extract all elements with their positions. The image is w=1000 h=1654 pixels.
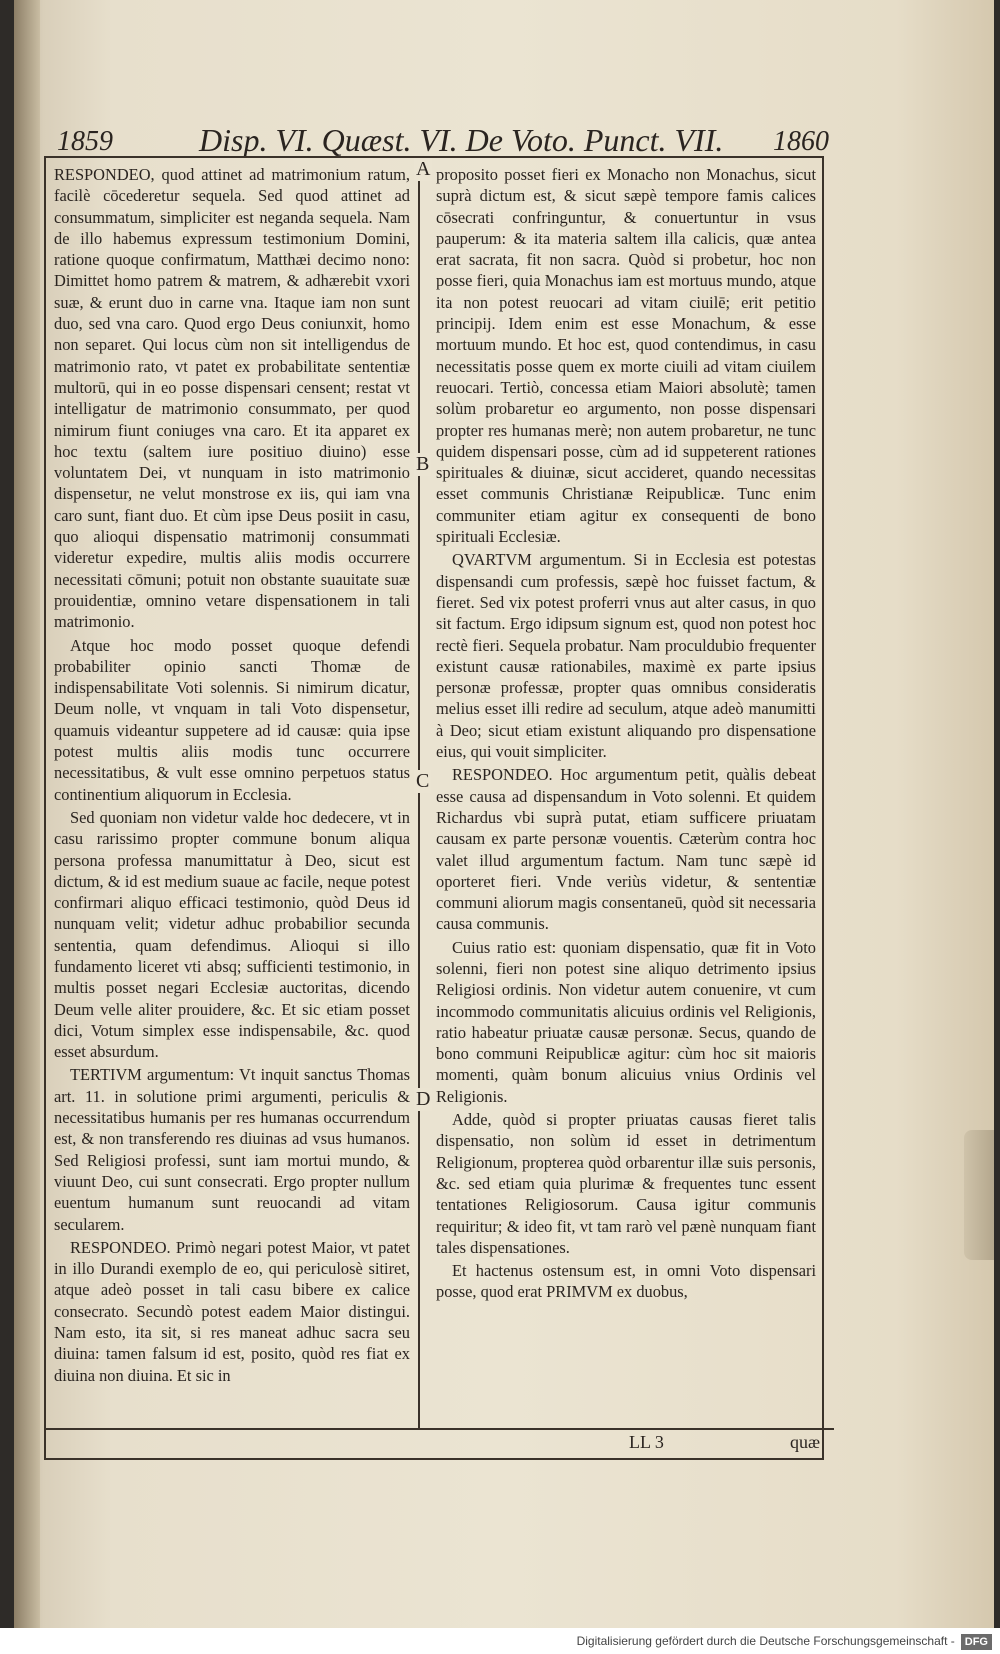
margin-letter-d: D xyxy=(416,1088,431,1110)
margin-letter-a: A xyxy=(416,158,431,180)
paragraph: RESPONDEO, quod attinet ad matrimonium ratum, facilè cōcederetur sequela. Sed quod attinet ad consummatum, simpliciter est neganda sequela. Nam de illo habemus expressum testimonium Domini, ratione quoque confirmatum, Matthæi decimo nono: Dimittet homo patrem & matrem, & adhærebit vxori suæ, & erunt duo in carne vna. Itaque iam non sunt duo, sed vna caro. Quod ergo Deus coniunxit, homo non separet. Qui locus cùm non sit intelligendus de matrimonio rato, vt patet ex probabilitate sententiæ multorū, qui in eo posse dispensari censent; restat vt intelligatur de matrimonio consummato, per quod nimirum fiunt coniuges vna caro. Et ita apparet ex hoc textu (saltem iure positiuo diuino) esse voluntatem Dei, vt nunquam in isto matrimonio dispensetur, ne velut monstrose ex iis, qui iam vna caro sunt, fiant duo. Et cùm ipse Deus posiit in casu, quo alioqui dispensatio matrimonij consummati videretur expedire, multis aliis modis occurrere necessitati cōmuni; potuit non obstante suauitate suæ prouidentiæ, omnino vetare dispensationem in tali matrimonio. xyxy=(54,165,410,632)
book-spine xyxy=(14,0,40,1628)
catchword: quæ xyxy=(790,1432,821,1452)
paragraph: TERTIVM argumentum: Vt inquit sanctus Thomas art. 11. in solutione primi argumenti, periculis & necessitatibus humanis per res humanas occurrendum est, & non transferendo res diuinas ad vsus humanos. Sed Religiosi professi, sunt iam mortui mundo, & viuunt Deo, cui sunt consecrati. Ergo propter nullum euentum humanum sunt reuocandi ad vitam secularem. xyxy=(54,1065,410,1234)
credit-bar xyxy=(0,1628,1000,1654)
right-column xyxy=(436,164,816,1305)
left-column xyxy=(54,164,410,1388)
paragraph: Atque hoc modo posset quoque defendi probabiliter opinio sancti Thomæ de indispensabilitate Voti solennis. Si nimirum dicatur, Deum nolle, vt vnquam in tali Voto dispensetur, quamuis videantur suppetere ad id causæ: quia ipse potest multis aliis modis tunc occurrere necessitatibus, & vult esse omnino perpetuos status continentium aliquorum in Ecclesia. xyxy=(54,635,410,804)
paragraph: RESPONDEO. Hoc argumentum petit, quàlis debeat esse causa ad dispensandum in Voto solenni. Et quidem Richardus vbi suprà putat, etiam sufficere priuatam causam ex parte personæ vouentis. Cæterùm contra hoc valet illud argumentum factum. Nam tunc sæpè id oporteret fieri. Vnde veriùs videtur, & sententiæ communi aliorum magis consentaneū, quòd sit necessaria causa communis. xyxy=(436,765,816,934)
margin-letter-b: B xyxy=(416,453,430,475)
margin-letter-c: C xyxy=(416,770,430,792)
paragraph: Cuius ratio est: quoniam dispensatio, quæ fit in Voto solenni, fieri non potest sine aliquo detrimento ipsius Religiosi ordinis. Non videtur autem conuenire, vt cum incommodo communitatis alicuius ordinis vel Religionis, ratio habeatur priuatæ causæ personæ. Secus, quando de bono communi Reipublicæ agitur: cùm hoc sit maioris momenti, quàm bonum alicuius vnius Ordinis vel Religionis. xyxy=(436,937,816,1106)
footer-rule xyxy=(44,1428,834,1460)
paragraph: RESPONDEO. Primò negari potest Maior, vt patet in illo Durandi exemplo de eo, qui periculosè sitiret, atque adeò posset in tali casu bibere ex calice consecrato. Secundò potest eadem Maior distingui. Nam esto, ita sit, si res maneat adhuc sacra seu diuina: tamen falsum id est, posito, quòd res fiat ex diuina non diuina. Et sic in xyxy=(54,1237,410,1385)
paragraph: Adde, quòd si propter priuatas causas fieret talis dispensatio, non solùm id esset in detrimentum Religionum, propterea quòd orbarentur illæ suis personis, &c. sed etiam quia plurimæ & frequentes tunc essent tentationes Religiosorum. Causa igitur communis requiritur; & ideo fit, vt tam rarò vel pænè nunquam fiant tales dispensationes. xyxy=(436,1110,816,1257)
column-divider xyxy=(418,158,420,1428)
paragraph: proposito posset fieri ex Monacho non Monachus, sicut suprà dictum est, & sicut sæpè tempore famis calices cōsecrati confringuntur, & conuertuntur in vsus pauperum: & ita materia saltem illa calicis, quæ antea erat sacrata, fit non sacra. Quòd si probetur, hoc non posse fieri, quia Monachus iam est mortuus mundo, atque ita non potest reuocari ad vitam ciuilē; erit petitio principij. Idem enim est esse Monachum, & esse mortuum mundo. Et hoc est, quod contendimus, in casu necessitatis posse quem ex morte ciuili ad vitam ciuilem reuocari. Tertiò, concessa etiam Maiori absolutè; tamen solùm probaretur eo argumento, non posse dispensari propter res humanas merè; non autem probaretur, ne tunc quidem dispensari posse, cùm ad id suppeterent rationes spirituales & diuinæ, sicut accideret, quando necessitas esset communis Christianæ Reipublicæ. Tunc enim communiter etiam agitur ex consequenti de bono spirituali Ecclesiæ. xyxy=(436,165,816,547)
running-title: Disp. VI. Quæst. VI. De Voto. Punct. VII. xyxy=(199,122,724,158)
paragraph: Sed quoniam non videtur valde hoc dedecere, vt in casu rarissimo propter commune bonum aliqua persona professa manumittatur à Deo, sicut est dictum, & id est medium suaue ac facile, neque potest confirmari aliquo efficaci testimonio, quòd Deus id nunquam velit; videtur adhuc probabilior secunda sententia, quam defendimus. Alioqui si illo fundamento liceret vti absq; sufficienti testimonio, in multis posset negari Ecclesiæ auctoritas, dicendo Deum velle aliter prouidere, &c. Et sic etiam posset dici, Votum simplex esse indispensabile, &c. quod esset absurdum. xyxy=(54,807,410,1062)
paragraph: Et hactenus ostensum est, in omni Voto dispensari posse, quod erat PRIMVM ex duobus, xyxy=(436,1261,816,1302)
credit-text: Digitalisierung gefördert durch die Deutsche Forschungsgemeinschaft - xyxy=(576,1634,955,1648)
dfg-logo-icon: DFG xyxy=(961,1634,992,1650)
signature-mark: LL 3 xyxy=(629,1432,664,1452)
page-number-right: 1860 xyxy=(773,126,829,157)
book-page xyxy=(14,0,994,1628)
page-number-left: 1859 xyxy=(57,126,113,157)
paragraph: QVARTVM argumentum. Si in Ecclesia est potestas dispensandi cum professis, sæpè hoc fuisset factum, & fieret. Sed vix potest proferri vnus aut alter casus, in quo sit factum. Ergo idipsum signum est, quod non potest hoc rectè fieri. Sequela probatur. Nam proculdubio frequenter existunt causæ rationabiles, maximè ex parte ipsius personæ professæ, propter quas omnibus consideratis melius esset illi redire ad seculum, atque adeò manumitti à Deo; sicut etiam existunt aliquando pro dispensatione eius, qui vouit simpliciter. xyxy=(436,550,816,762)
page-tab-edge xyxy=(964,1130,994,1260)
